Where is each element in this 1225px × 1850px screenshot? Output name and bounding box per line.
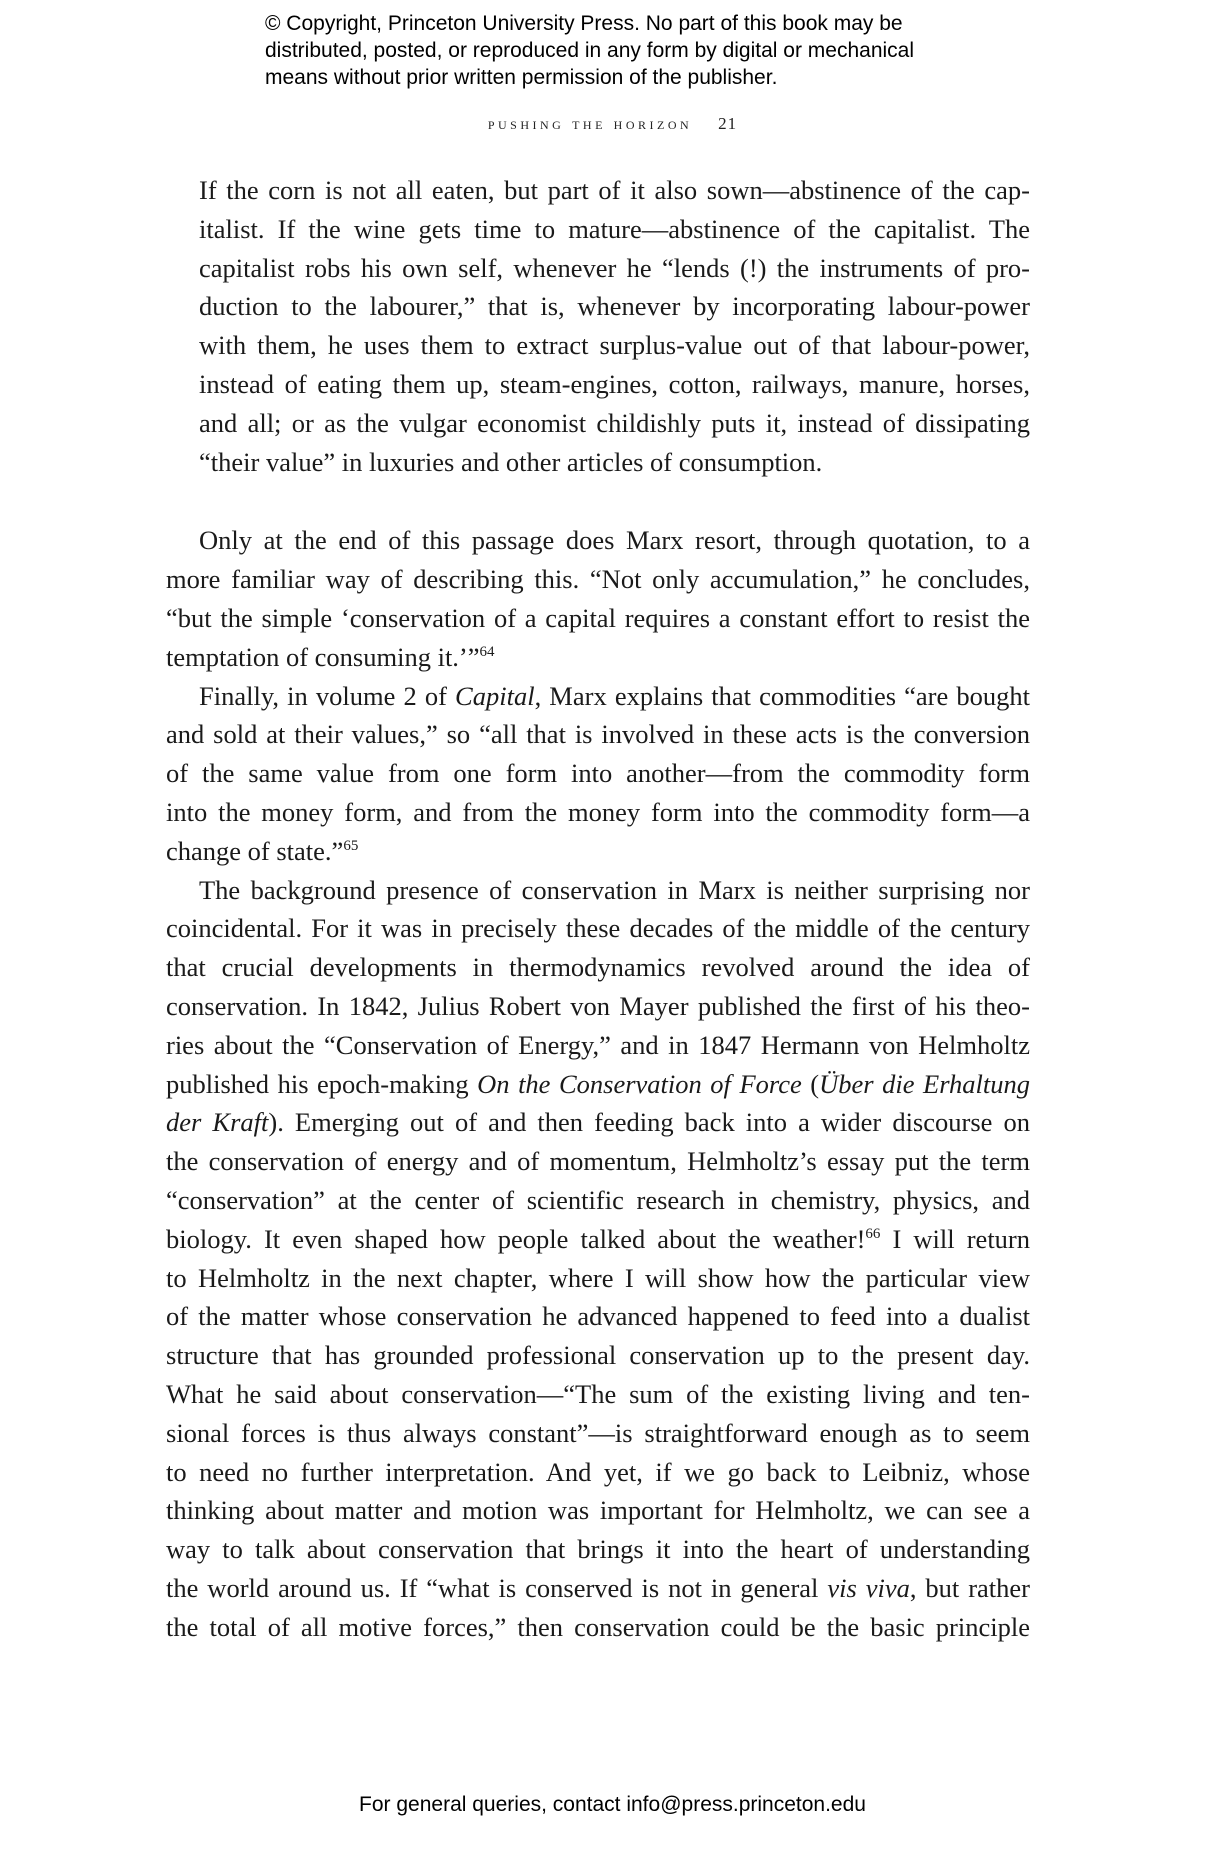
paragraph-2 [166,677,1030,871]
page-number: 21 [718,114,738,133]
quote-line: with them, he uses them to extract surplus-value out of that labour-power, [199,330,1030,361]
text-run: , but rather [909,1572,1031,1603]
block-quote [166,171,1030,481]
text-line: ries about the “Conservation of Energy,” and in 1847 Hermann von Helmholtz [166,1029,1030,1060]
text-line: coincidental. For it was in precisely these decades of the middle of the century [166,913,1030,944]
text-line: the total of all motive forces,” then conservation could be the basic principle [166,1611,1030,1642]
italic-title-german: Über die Erhaltung [819,1068,1031,1099]
text-run: biology. It even shaped how people talked about the weather! [166,1223,866,1254]
text-run: temptation of consuming it.’” [166,641,480,672]
text-line [166,1065,1030,1104]
quote-line: duction to the labourer,” that is, whenever by incorporating labour-power [199,291,1030,322]
running-head [0,114,1225,134]
text-line: way to talk about conservation that brings it into the heart of understanding [166,1534,1030,1565]
quote-line: italist. If the wine gets time to mature—abstinence of the capitalist. The [199,213,1030,244]
quote-line: “their value” in luxuries and other articles of consumption. [199,446,823,477]
text-line: to Helmholtz in the next chapter, where I will show how the particular view [166,1262,1030,1293]
text-run: the world around us. If “what is conserved is not in general [166,1572,828,1603]
text-line: conservation. In 1842, Julius Robert von Mayer published the first of his theo- [166,990,1030,1021]
quote-line: capitalist robs his own self, whenever he “lends (!) the instruments of pro- [199,252,1030,283]
text-line: Only at the end of this passage does Marx resort, through quotation, to a [199,525,1030,556]
text-run: ( [801,1068,820,1099]
text-line: the conservation of energy and of momentum, Helmholtz’s essay put the term [166,1146,1030,1177]
italic-title-capital: Capital [455,680,535,711]
italic-title-english: On the Conservation of Force [477,1068,802,1099]
text-line: “but the simple ‘conservation of a capital requires a constant effort to resist the [166,602,1030,633]
body-text [166,171,1030,1646]
text-run: published his epoch-making [166,1068,478,1099]
text-line [166,677,1030,716]
running-head-title: pushing the horizon [487,114,693,133]
text-line: and sold at their values,” so “all that is involved in these acts is the conversion [166,719,1030,750]
footer-contact: For general queries, contact info@press.princeton.edu [359,1793,866,1816]
text-line [166,1569,1030,1608]
paragraph-3 [166,871,1030,1647]
text-run: Finally, in volume 2 of [199,680,456,711]
copyright-notice [265,10,1025,91]
text-line: into the money form, and from the money form into the commodity form—a [166,796,1030,827]
text-line [166,1220,1030,1259]
text-line: that crucial developments in thermodynamics revolved around the idea of [166,952,1030,983]
text-line: What he said about conservation—“The sum of the existing living and ten- [166,1378,1030,1409]
footnote-ref-65: 65 [343,837,359,854]
italic-vis-viva: vis viva [827,1572,910,1603]
section-gap [166,481,1030,521]
paragraph-1 [166,521,1030,676]
text-line: of the matter whose conservation he advanced happened to feed into a dualist [166,1301,1030,1332]
copyright-line: © Copyright, Princeton University Press. No part of this book may be [265,12,903,35]
copyright-line: means without prior written permission of the publisher. [265,66,778,89]
copyright-line: distributed, posted, or reproduced in any form by digital or mechanical [265,39,915,62]
text-line: sional forces is thus always constant”—is straightforward enough as to seem [166,1417,1030,1448]
footnote-ref-66: 66 [865,1225,881,1242]
footnote-ref-64: 64 [479,643,495,660]
text-line [166,1103,1030,1142]
italic-title-german: der Kraft [166,1107,269,1138]
text-line: The background presence of conservation in Marx is neither surprising nor [199,874,1030,905]
quote-line: instead of eating them up, steam-engines, cotton, railways, manure, horses, [199,368,1030,399]
text-run: change of state.” [166,835,344,866]
quote-line: If the corn is not all eaten, but part of it also sown—abstinence of the cap- [199,175,1030,205]
text-run: ). Emerging out of and then feeding back into a wider discourse on [268,1107,1030,1138]
text-line: to need no further interpretation. And yet, if we go back to Leibniz, whose [166,1456,1030,1487]
text-line: “conservation” at the center of scientific research in chemistry, physics, and [166,1184,1030,1215]
text-line: structure that has grounded professional conservation up to the present day. [166,1340,1030,1371]
text-line: thinking about matter and motion was important for Helmholtz, we can see a [166,1495,1030,1526]
text-line: of the same value from one form into another—from the commodity form [166,758,1030,789]
text-line: more familiar way of describing this. “Not only accumulation,” he concludes, [166,564,1030,595]
text-run: I will return [880,1223,1031,1254]
quote-line: and all; or as the vulgar economist childishly puts it, instead of dissipating [199,407,1030,438]
text-run: , Marx explains that commodities “are bought [534,680,1030,711]
text-line [166,832,1030,871]
text-line [166,638,1030,677]
